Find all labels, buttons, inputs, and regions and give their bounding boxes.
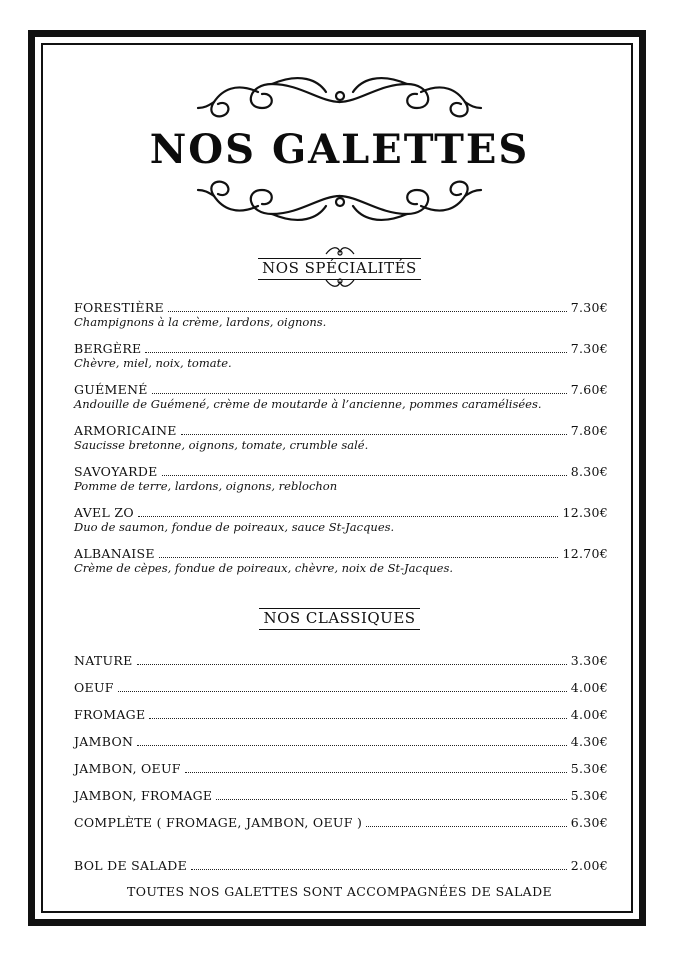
- dot-leader: [145, 352, 566, 353]
- menu-item-classique: [74, 788, 608, 803]
- menu-item-classique: [74, 815, 608, 830]
- item-price: 7.80€: [570, 423, 608, 438]
- menu-item-classique: [74, 761, 608, 776]
- item-name: FROMAGE: [74, 707, 146, 722]
- menu-item-specialite: [74, 341, 608, 370]
- menu-item-specialite: [74, 464, 608, 493]
- section-heading-text: NOS SPÉCIALITÉS: [258, 258, 421, 280]
- item-price: 2.00€: [570, 858, 608, 873]
- dot-leader: [137, 745, 566, 746]
- item-name: ALBANAISE: [74, 546, 155, 561]
- dot-leader: [159, 557, 559, 558]
- dot-leader: [185, 772, 567, 773]
- item-name: BERGÈRE: [74, 341, 142, 356]
- item-price: 12.70€: [562, 546, 608, 561]
- item-name: OEUF: [74, 680, 114, 695]
- dot-leader: [118, 691, 567, 692]
- item-name: NATURE: [74, 653, 133, 668]
- item-description: Andouille de Guémené, crème de moutarde à l’ancienne, pommes caramélisées.: [74, 397, 542, 411]
- item-description: Duo de saumon, fondue de poireaux, sauce St-Jacques.: [74, 520, 395, 534]
- section-heading-text: NOS CLASSIQUES: [259, 608, 419, 630]
- item-price: 8.30€: [570, 464, 608, 479]
- bottom-flourish-ornament: [0, 176, 679, 236]
- dot-leader: [162, 475, 567, 476]
- item-price: 6.30€: [570, 815, 608, 830]
- menu-item-row: [74, 653, 608, 668]
- item-price: 4.30€: [570, 734, 608, 749]
- item-description: Crème de cèpes, fondue de poireaux, chèvre, noix de St-Jacques.: [74, 561, 454, 575]
- menu-item-row: [74, 423, 608, 438]
- menu-item-specialite: [74, 300, 608, 329]
- section-title-classiques: [0, 608, 679, 630]
- item-name: COMPLÈTE ( FROMAGE, JAMBON, OEUF ): [74, 815, 363, 830]
- menu-item-specialite: [74, 423, 608, 452]
- menu-item-row: [74, 382, 608, 397]
- item-name: SAVOYARDE: [74, 464, 158, 479]
- menu-item-specialite: [74, 546, 608, 575]
- item-description: Saucisse bretonne, oignons, tomate, crumble salé.: [74, 438, 369, 452]
- menu-item-classique: [74, 653, 608, 668]
- item-description: Champignons à la crème, lardons, oignons.: [74, 315, 327, 329]
- item-price: 5.30€: [570, 788, 608, 803]
- item-name: FORESTIÈRE: [74, 300, 164, 315]
- dot-leader: [149, 718, 566, 719]
- menu-item-row: [74, 815, 608, 830]
- dot-leader: [216, 799, 566, 800]
- top-flourish-ornament: [0, 62, 679, 122]
- menu-item-row: [74, 546, 608, 561]
- dot-leader: [138, 516, 559, 517]
- menu-item-specialite: [74, 382, 608, 411]
- item-name: GUÉMENÉ: [74, 382, 148, 397]
- dot-leader: [168, 311, 567, 312]
- item-name: JAMBON: [74, 734, 134, 749]
- item-price: 7.30€: [570, 341, 608, 356]
- item-price: 4.00€: [570, 680, 608, 695]
- item-description: Chèvre, miel, noix, tomate.: [74, 356, 232, 370]
- dot-leader: [366, 826, 567, 827]
- page-title: NOS GALETTES: [149, 126, 530, 173]
- item-price: 3.30€: [570, 653, 608, 668]
- menu-item-row: [74, 858, 608, 873]
- section-ornament: [0, 276, 679, 290]
- menu-item-row: [74, 761, 608, 776]
- menu-item-row: [74, 300, 608, 315]
- menu-item-row: [74, 505, 608, 520]
- item-price: 4.00€: [570, 707, 608, 722]
- section-ornament: [0, 244, 679, 258]
- footer-note: TOUTES NOS GALETTES SONT ACCOMPAGNÉES DE SALADE: [126, 884, 553, 899]
- item-price: 7.30€: [570, 300, 608, 315]
- item-name: BOL DE SALADE: [74, 858, 188, 873]
- menu-item-row: [74, 680, 608, 695]
- item-name: ARMORICAINE: [74, 423, 177, 438]
- item-name: AVEL ZO: [74, 505, 134, 520]
- item-price: 12.30€: [562, 505, 608, 520]
- item-name: JAMBON, FROMAGE: [74, 788, 213, 803]
- dot-leader: [152, 393, 567, 394]
- item-description: Pomme de terre, lardons, oignons, reblochon: [74, 479, 338, 493]
- dot-leader: [181, 434, 567, 435]
- menu-item-specialite: [74, 505, 608, 534]
- item-price: 7.60€: [570, 382, 608, 397]
- item-name: JAMBON, OEUF: [74, 761, 181, 776]
- menu-item-extra: [74, 858, 608, 873]
- menu-item-classique: [74, 734, 608, 749]
- menu-item-row: [74, 341, 608, 356]
- dot-leader: [137, 664, 567, 665]
- menu-item-row: [74, 734, 608, 749]
- item-price: 5.30€: [570, 761, 608, 776]
- menu-item-row: [74, 707, 608, 722]
- menu-item-row: [74, 464, 608, 479]
- menu-item-classique: [74, 707, 608, 722]
- menu-item-classique: [74, 680, 608, 695]
- menu-item-row: [74, 788, 608, 803]
- dot-leader: [191, 869, 567, 870]
